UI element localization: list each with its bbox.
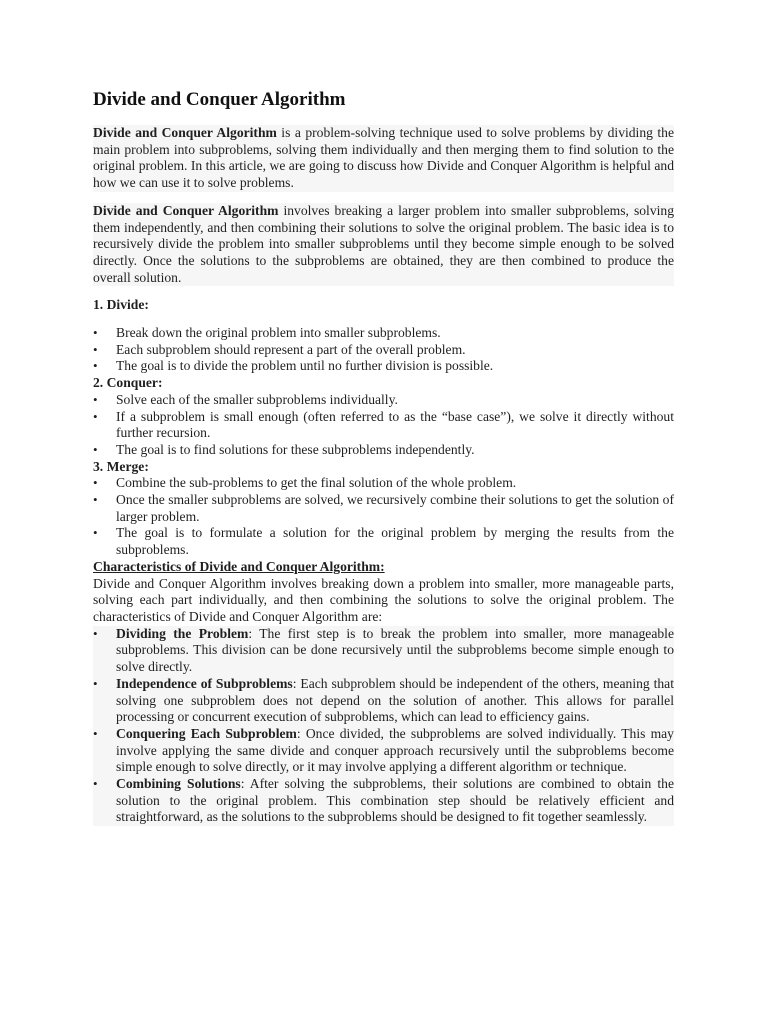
step-heading-merge: 3. Merge: [93,458,149,474]
list-item: • Each subproblem should represent a part of the overall problem. [93,342,674,359]
step-heading-conquer: 2. Conquer: [93,375,163,391]
list-item [93,626,674,676]
characteristics-intro: Divide and Conquer Algorithm involves breaking down a problem into smaller, more manageable parts, solving each part individually, and then combining the solutions to solve the original problem. The characteristics of Divide and Conquer Algorithm are: [93,575,674,624]
characteristic-term: Dividing the Problem [116,625,249,641]
list-item: • Once the smaller subproblems are solved, we recursively combine their solutions to get the solution of larger problem. [93,492,674,525]
intro-paragraph [93,125,674,192]
intro-text: is a problem-solving technique used to solve problems by dividing the main problem into subproblems, solving them individually and then merging them to find solution to the original problem. In this article, we are going to discuss how Divide and Conquer Algorithm is helpful and how we can use it to solve problems. [93,125,674,191]
intro-lead: Divide and Conquer Algorithm [93,125,277,140]
overview-text: involves breaking a larger problem into smaller subproblems, solving them independently, and then combining their solutions to solve the original problem. The basic idea is to recursively divide the problem into smaller subproblems until they become simple enough to be solved directly. Once the solutions to the subproblems are obtained, they are then combined to produce the overall solution. [93,202,674,285]
characteristics-heading: Characteristics of Divide and Conquer Algorithm: [93,558,385,574]
characteristic-desc: : The first step is to break the problem into smaller, more manageable subproblems. This division can be done recursively until the subproblems become simple enough to solve directly. [116,625,674,675]
merge-list [93,475,674,559]
article-body [93,88,674,826]
list-item: • If a subproblem is small enough (often referred to as the “base case”), we solve it directly without further recursion. [93,409,674,442]
characteristic-desc: : Once divided, the subproblems are solved individually. This may involve applying the same divide and conquer approach recursively until the subproblems become simple enough to solve directly, or it may involve applying a different algorithm or technique. [116,725,674,775]
characteristic-term: Conquering Each Subproblem [116,725,297,741]
characteristic-term: Independence of Subproblems [116,675,293,691]
list-item: • The goal is to formulate a solution for the original problem by merging the results from the subproblems. [93,525,674,558]
overview-paragraph [93,203,674,287]
list-item: • The goal is to find solutions for these subproblems independently. [93,442,674,459]
list-item: • Combine the sub-problems to get the final solution of the whole problem. [93,475,674,492]
characteristic-term: Combining Solutions [116,776,241,792]
list-item [93,776,674,826]
conquer-list [93,392,674,459]
overview-lead: Divide and Conquer Algorithm [93,202,279,218]
list-item [93,726,674,776]
characteristic-desc: : Each subproblem should be independent of the others, meaning that solving one subproblem does not depend on the solution of another. This allows for parallel processing or concurrent execution of subproblems, which can lead to efficiency gains. [116,675,674,725]
list-item: • The goal is to divide the problem until no further division is possible. [93,358,674,375]
list-item: • Solve each of the smaller subproblems individually. [93,392,674,409]
list-item: • Break down the original problem into smaller subproblems. [93,325,674,342]
page-title: Divide and Conquer Algorithm [93,89,346,110]
characteristics-list [93,626,674,826]
list-item [93,676,674,726]
step-heading-divide: 1. Divide: [93,297,149,313]
divide-list [93,325,674,375]
characteristic-desc: : After solving the subproblems, their solutions are combined to obtain the solution to the original problem. This combination step should be relatively efficient and straightforward, as the solutions to the subproblems should be designed to fit together seamlessly. [116,776,674,825]
